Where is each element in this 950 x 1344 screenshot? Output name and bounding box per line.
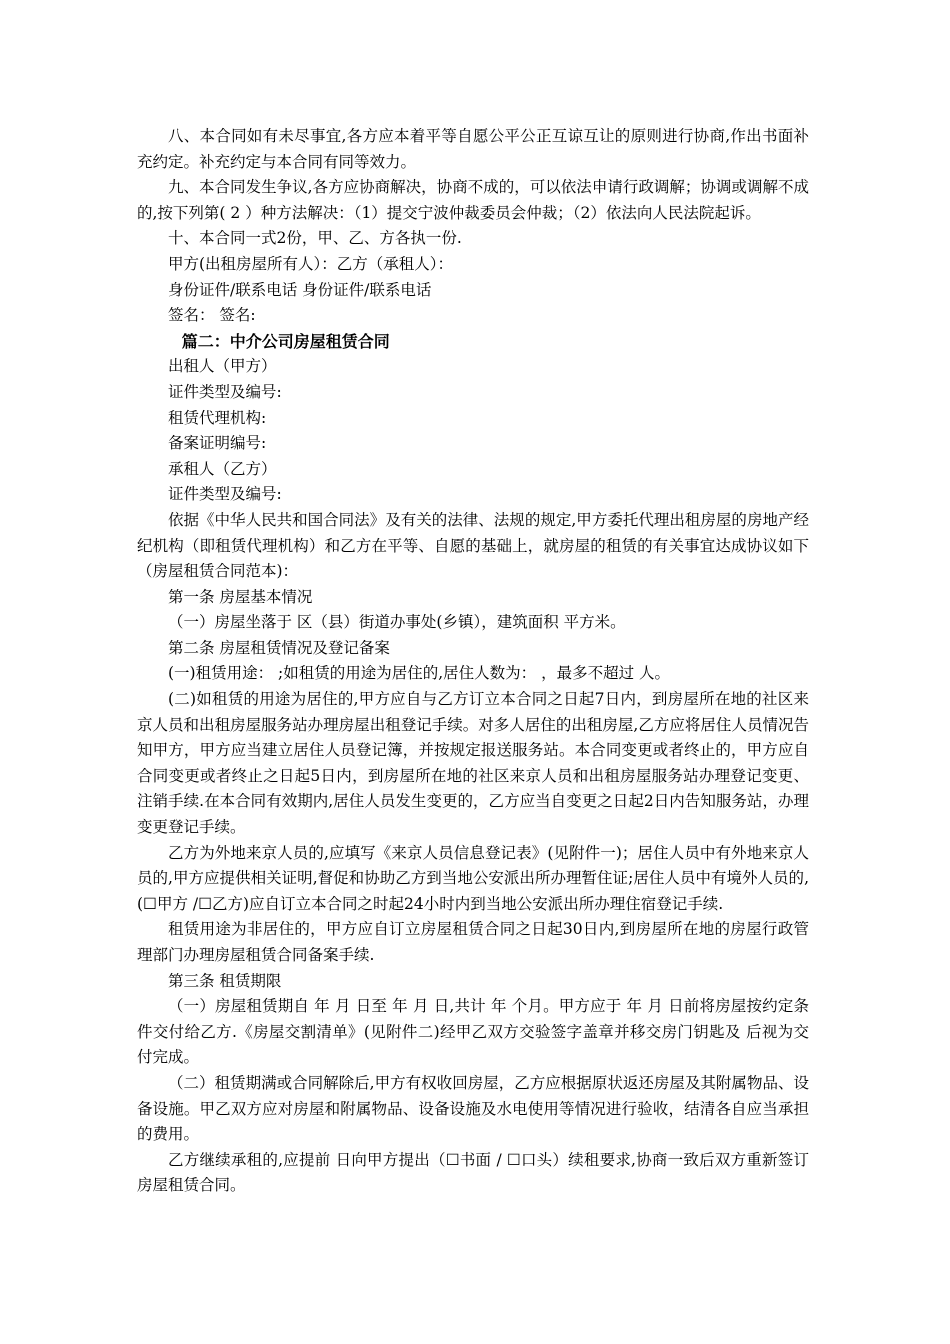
article-3-item-1: （一）房屋租赁期自 年 月 日至 年 月 日,共计 年 个月。甲方应于 年 月 日前将房屋按约定条件交付给乙方.《房屋交割清单》(见附件二)经甲乙双方交验签字盖章并移交房门钥匙及 后视为交付完成。 (137, 997, 809, 1067)
article-2-heading: 第二条 房屋租赁情况及登记备案 (168, 638, 390, 657)
article-2-non-residential: 租赁用途为非居住的，甲方应自订立房屋租赁合同之日起30日内,到房屋所在地的房屋行政管理部门办理房屋租赁合同备案手续. (137, 920, 809, 964)
article-3-renewal: 乙方继续承租的,应提前 日向甲方提出（☐书面 / ☐口头）续租要求,协商一致后双方重新签订房屋租赁合同。 (137, 1150, 809, 1195)
article-2-migrant: 乙方为外地来京人员的,应填写《来京人员信息登记表》(见附件一)；居住人员中有外地来京人员的,甲方应提供相关证明,督促和协助乙方到当地公安派出所办理暂住证;居住人员中有境外人员的,(☐甲方 /☐乙方)应自订立本合同之时起24小时内到当地公安派出所办理住宿登记手续. (137, 843, 809, 913)
article-2-item-1: (一)租赁用途： ;如租赁的用途为居住的,居住人数为： ，最多不超过 人。 (168, 664, 671, 683)
article-3-heading: 第三条 租赁期限 (168, 971, 282, 990)
agency-line: 租赁代理机构: (168, 408, 267, 427)
article-3-item-2: （二）租赁期满或合同解除后,甲方有权收回房屋，乙方应根据原状返还房屋及其附属物品、设备设施。甲乙双方应对房屋和附属物品、设备设施及水电使用等情况进行验收，结清各自应当承担的费用。 (137, 1073, 809, 1144)
clause-10: 十、本合同一式2份，甲、乙、方各执一份. (168, 229, 462, 248)
lessor-line: 出租人（甲方） (168, 357, 277, 376)
article-2-item-2: (二)如租赁的用途为居住的,甲方应自与乙方订立本合同之日起7日内，到房屋所在地的社区来京人员和出租房屋服务站办理房屋出租登记手续。对多人居住的出租房屋,乙方应将居住人员情况告知甲方，甲方应当建立居住人员登记簿，并按规定报送服务站。本合同变更或者终止的，甲方应自合同变更或者终止之日起5日内，到房屋所在地的社区来京人员和出租房屋服务站办理登记变更、注销手续.在本合同有效期内,居住人员发生变更的，乙方应当自变更之日起2日内告知服务站，办理变更登记手续。 (137, 690, 809, 837)
document-body (137, 124, 809, 1199)
party-line: 甲方(出租房屋所有人）：乙方（承租人）： (168, 254, 454, 273)
lessee-id-line: 证件类型及编号: (168, 485, 282, 504)
section-title: 篇二：中介公司房屋租赁合同 (181, 331, 390, 351)
clause-8: 八、本合同如有未尽事宜,各方应本着平等自愿公平公正互谅互让的原则进行协商,作出书面补充约定。补充约定与本合同有同等效力。 (137, 127, 809, 171)
signature-line: 签名： 签名: (168, 306, 256, 325)
preamble: 依据《中华人民共和国合同法》及有关的法律、法规的规定,甲方委托代理出租房屋的房地产经纪机构（即租赁代理机构）和乙方在平等、自愿的基础上，就房屋的租赁的有关事宜达成协议如下（房屋租赁合同范本)： (137, 510, 809, 581)
filing-number-line: 备案证明编号: (168, 434, 267, 453)
lessee-line: 承租人（乙方） (168, 459, 277, 478)
clause-9: 九、本合同发生争议,各方应协商解决，协商不成的，可以依法申请行政调解；协调或调解不成的,按下列第( 2 ）种方法解决：（1）提交宁波仲裁委员会仲裁；（2）依法向人民法院起诉。 (137, 178, 809, 222)
article-1-heading: 第一条 房屋基本情况 (168, 587, 313, 606)
article-1-item-1: （一）房屋坐落于 区（县）街道办事处(乡镇），建筑面积 平方米。 (168, 613, 626, 632)
lessor-id-line: 证件类型及编号: (168, 382, 282, 401)
id-phone-line: 身份证件/联系电话 身份证件/联系电话 (168, 280, 432, 299)
